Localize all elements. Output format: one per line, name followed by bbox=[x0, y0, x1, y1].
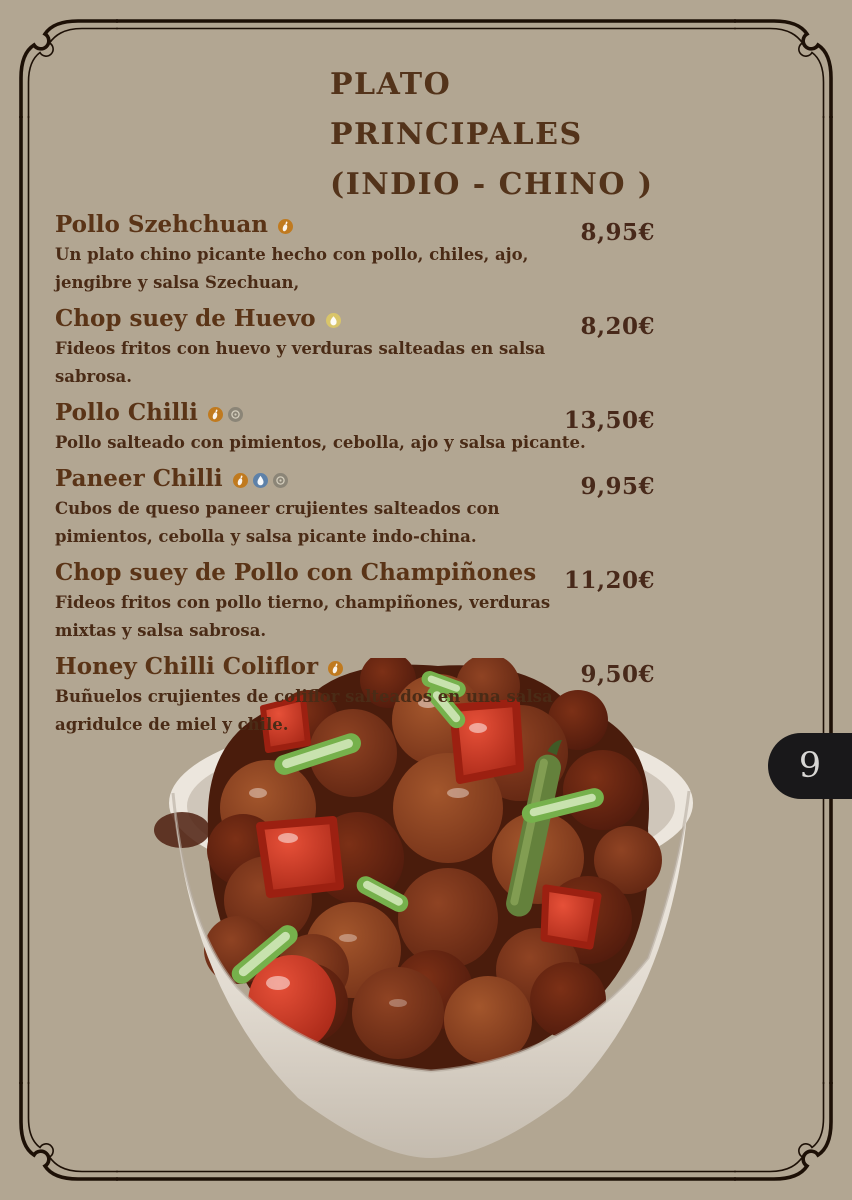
item-name: Chop suey de Huevo bbox=[55, 305, 316, 332]
spicy-icon bbox=[233, 473, 248, 488]
spicy-icon bbox=[208, 407, 223, 422]
page-number-badge bbox=[768, 733, 852, 799]
item-price: 8,95€ bbox=[580, 219, 655, 246]
spicy-icon bbox=[278, 219, 293, 234]
item-icons bbox=[326, 313, 341, 328]
item-icons bbox=[278, 219, 293, 234]
item-description: Buñuelos crujientes de coliflor salteados en una salsa agridulce de miel y chile. bbox=[55, 687, 553, 734]
item-price: 8,20€ bbox=[580, 313, 655, 340]
item-price: 11,20€ bbox=[563, 567, 655, 594]
menu-list bbox=[55, 210, 655, 746]
menu-item bbox=[55, 210, 655, 297]
item-icons bbox=[328, 661, 343, 676]
title-line: PLATO bbox=[330, 67, 452, 102]
menu-item bbox=[55, 304, 655, 391]
item-price: 9,95€ bbox=[580, 473, 655, 500]
item-description: Un plato chino picante hecho con pollo, chiles, ajo, jengibre y salsa Szechuan, bbox=[55, 245, 529, 292]
menu-item-header bbox=[55, 464, 655, 500]
item-name: Pollo Szehchuan bbox=[55, 211, 268, 238]
menu-item bbox=[55, 558, 655, 645]
item-description: Cubos de queso paneer crujientes salteados con pimientos, cebolla y salsa picante indo-china. bbox=[55, 499, 500, 546]
item-description: Fideos fritos con huevo y verduras salteadas en salsa sabrosa. bbox=[55, 339, 546, 386]
menu-item bbox=[55, 652, 655, 739]
dairy-icon bbox=[253, 473, 268, 488]
menu-item-header bbox=[55, 210, 655, 246]
sesame-icon bbox=[273, 473, 288, 488]
item-name: Pollo Chilli bbox=[55, 399, 198, 426]
item-name: Chop suey de Pollo con Champiñones bbox=[55, 559, 537, 586]
item-icons bbox=[233, 473, 288, 488]
page-title bbox=[330, 60, 654, 210]
item-icons bbox=[208, 407, 243, 422]
item-name: Paneer Chilli bbox=[55, 465, 223, 492]
item-price: 13,50€ bbox=[563, 407, 655, 434]
title-line: (INDIO - CHINO ) bbox=[330, 167, 654, 202]
item-description: Pollo salteado con pimientos, cebolla, ajo y salsa picante. bbox=[55, 433, 586, 452]
sesame-icon bbox=[228, 407, 243, 422]
menu-item-header bbox=[55, 558, 655, 594]
menu-item-header bbox=[55, 304, 655, 340]
title-line: PRINCIPALES bbox=[330, 117, 583, 152]
menu-item-header bbox=[55, 398, 655, 434]
spicy-icon bbox=[328, 661, 343, 676]
page-number: 9 bbox=[798, 746, 822, 786]
menu-item bbox=[55, 398, 655, 457]
item-price: 9,50€ bbox=[580, 661, 655, 688]
item-name: Honey Chilli Coliflor bbox=[55, 653, 319, 680]
menu-item-header bbox=[55, 652, 655, 688]
item-description: Fideos fritos con pollo tierno, champiñones, verduras mixtas y salsa sabrosa. bbox=[55, 593, 551, 640]
egg-icon bbox=[326, 313, 341, 328]
menu-item bbox=[55, 464, 655, 551]
